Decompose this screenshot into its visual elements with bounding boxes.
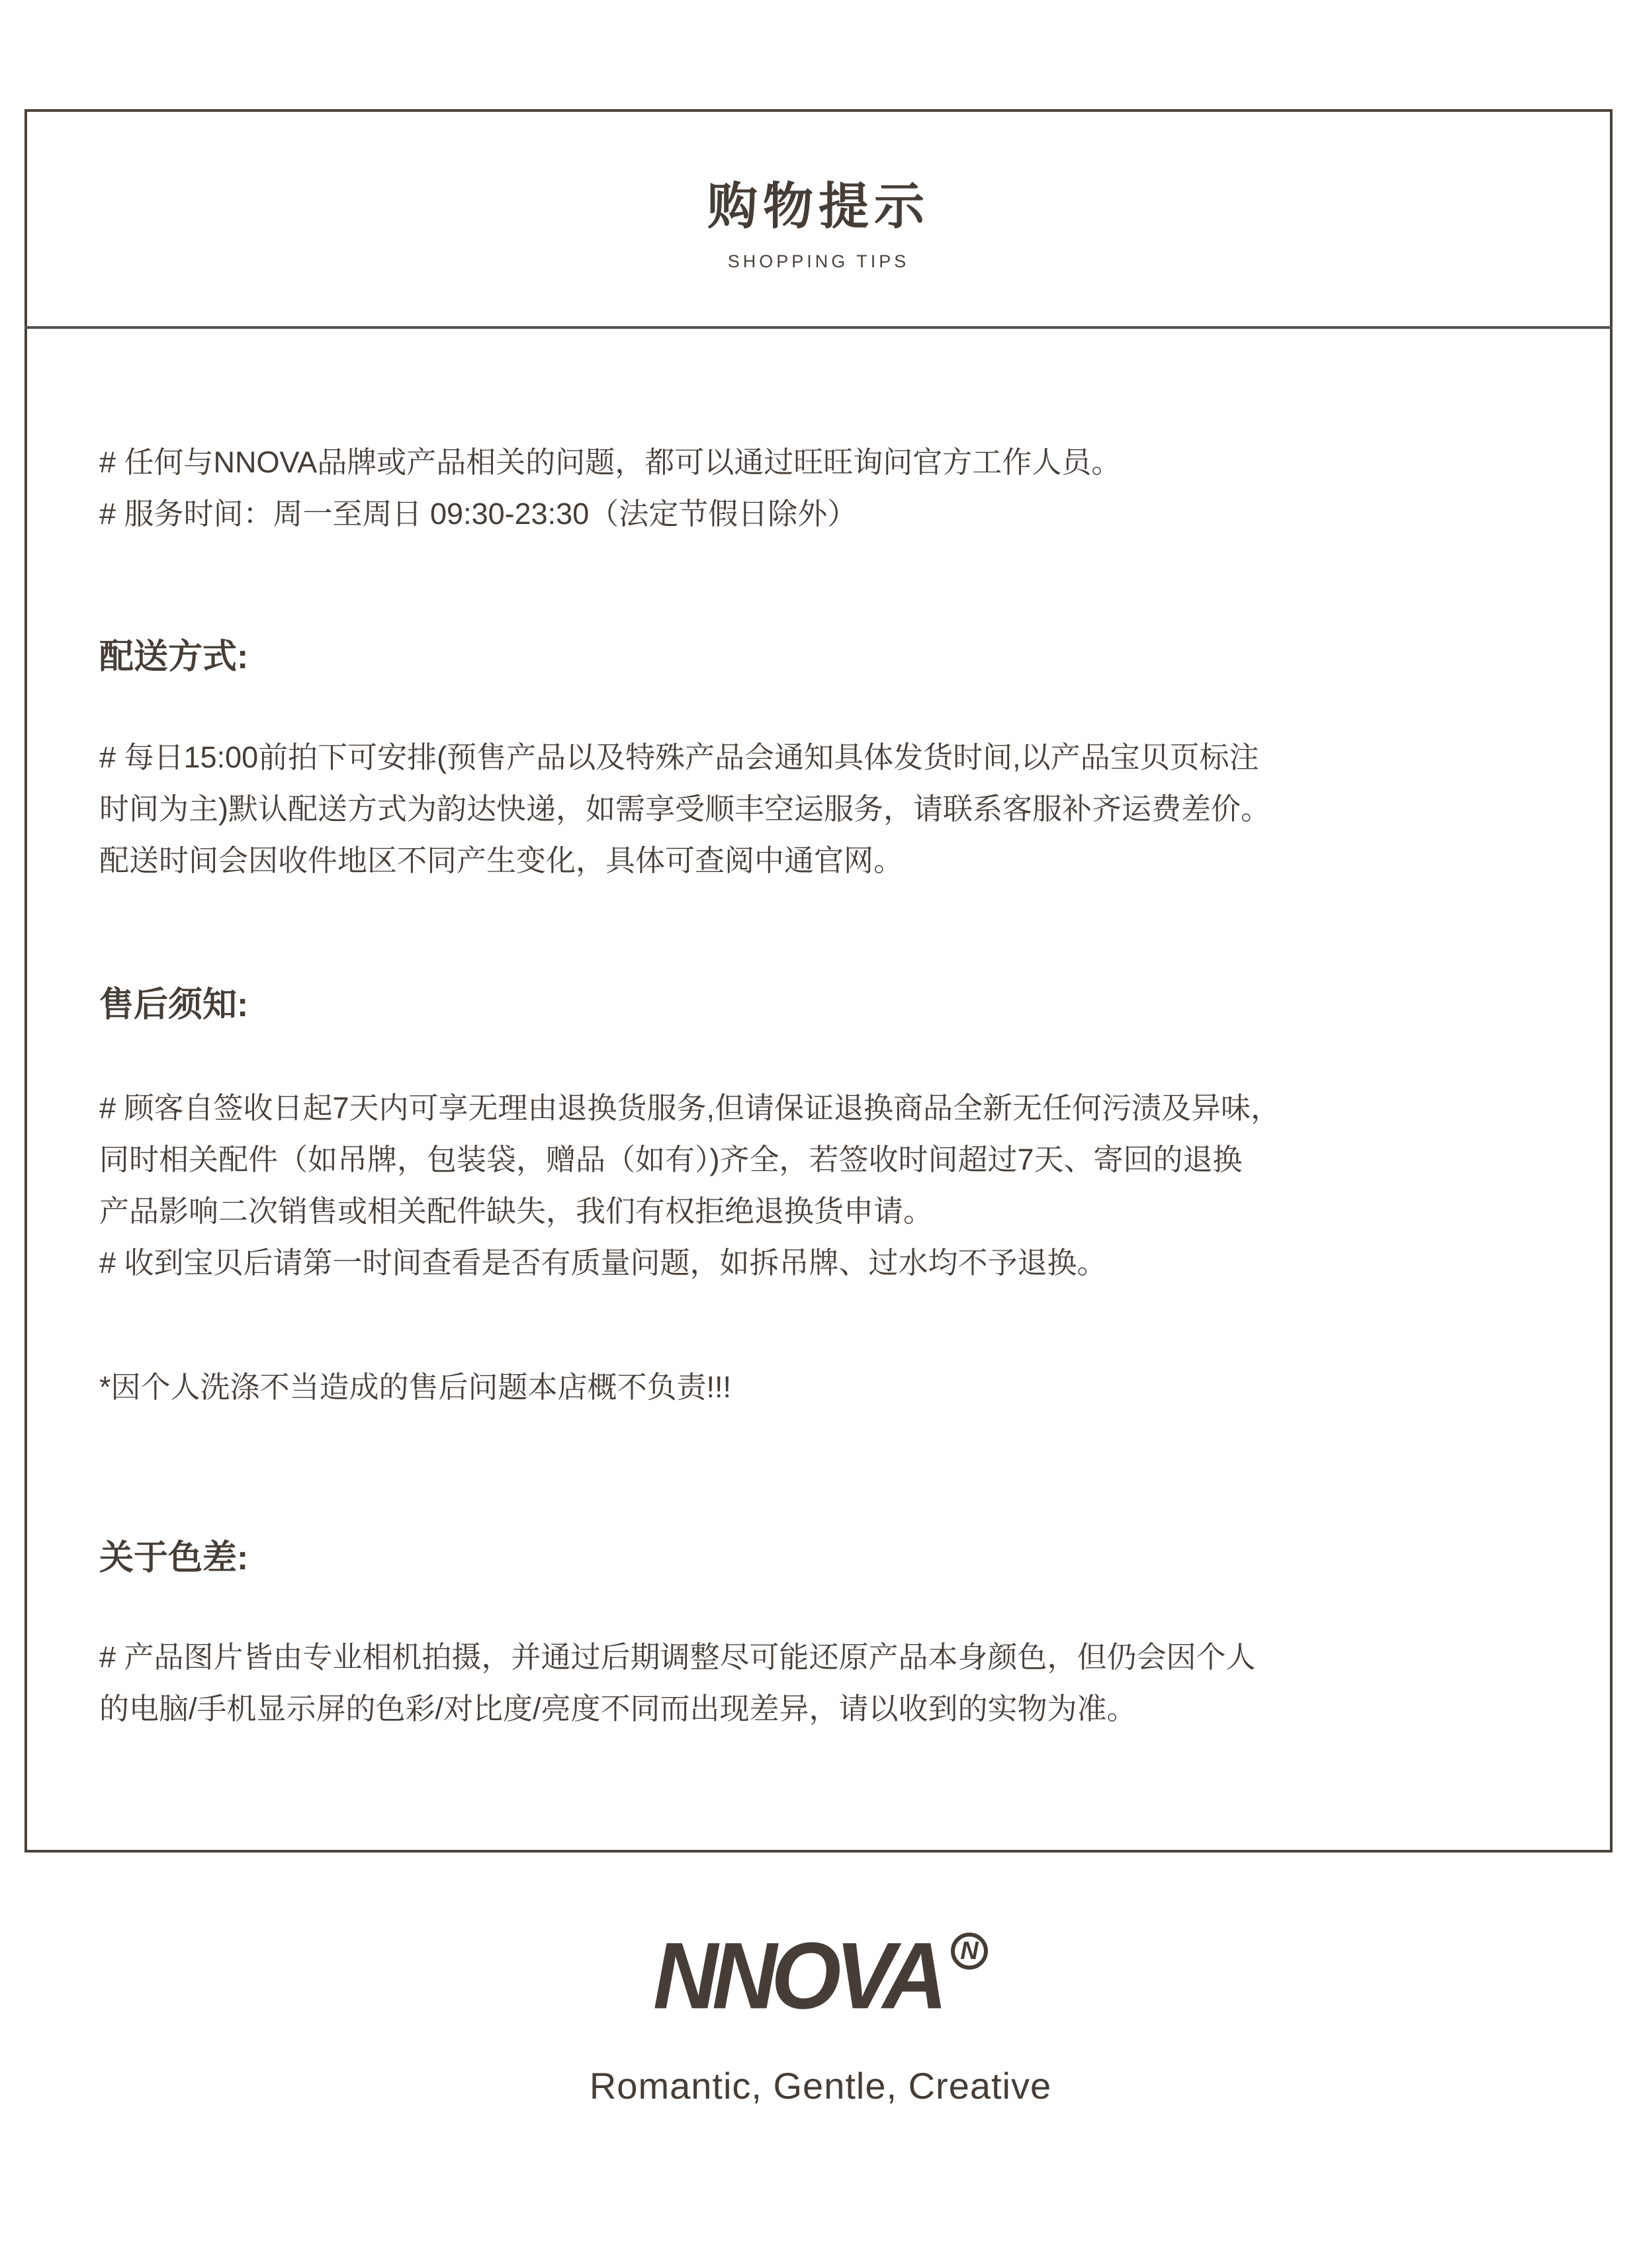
delivery-line: 时间为主)默认配送方式为韵达快递，如需享受顺丰空运服务，请联系客服补齐运费差价。: [99, 792, 1270, 826]
intro-line: # 服务时间：周一至周日 09:30-23:30（法定节假日除外）: [99, 497, 858, 531]
section-heading-delivery: 配送方式:: [99, 638, 249, 676]
aftersales-line: 同时相关配件（如吊牌，包装袋，赠品（如有）)齐全，若签收时间超过7天、寄回的退换: [99, 1143, 1243, 1176]
aftersales-paragraph: [99, 1082, 1542, 1289]
intro-line: # 任何与NNOVA品牌或产品相关的问题，都可以通过旺旺询问官方工作人员。: [99, 445, 1122, 479]
brand-tagline: Romantic, Gentle, Creative: [589, 2065, 1052, 2107]
page-title: 购物提示: [707, 179, 930, 235]
intro-paragraph: [99, 437, 1542, 540]
aftersales-line: # 顾客自签收日起7天内可享无理由退换货服务,但请保证退换商品全新无任何污渍及异味，: [99, 1091, 1281, 1125]
delivery-line: 配送时间会因收件地区不同产生变化，具体可查阅中通官网。: [99, 844, 904, 877]
delivery-line: # 每日15:00前拍下可安排(预售产品以及特殊产品会通知具体发货时间,以产品宝贝页标注: [99, 740, 1259, 774]
brand-logo-text: NNOVA: [652, 1923, 942, 2028]
delivery-paragraph: [99, 732, 1542, 887]
color-difference-paragraph: [99, 1632, 1542, 1735]
body-content: [99, 437, 1542, 1735]
circled-n-trademark-icon: N: [951, 1933, 988, 1970]
section-heading-aftersales: 售后须知:: [99, 986, 249, 1024]
section-heading-color-difference: 关于色差:: [99, 1539, 249, 1577]
aftersales-line: 产品影响二次销售或相关配件缺失，我们有权拒绝退换货申请。: [99, 1194, 934, 1228]
washing-warning-note: *因个人洗涤不当造成的售后问题本店概不负责!!!: [99, 1370, 732, 1404]
color-difference-line: 的电脑/手机显示屏的色彩/对比度/亮度不同而出现差异，请以收到的实物为准。: [99, 1692, 1137, 1725]
page-subtitle: SHOPPING TIPS: [727, 251, 910, 271]
color-difference-line: # 产品图片皆由专业相机拍摄，并通过后期调整尽可能还原产品本身颜色，但仍会因个人: [99, 1640, 1256, 1674]
aftersales-line: # 收到宝贝后请第一时间查看是否有质量问题，如拆吊牌、过水均不予退换。: [99, 1246, 1107, 1280]
brand-logo: [653, 1922, 988, 2030]
brand-footer: [0, 1922, 1641, 2107]
title-block: [24, 109, 1613, 329]
